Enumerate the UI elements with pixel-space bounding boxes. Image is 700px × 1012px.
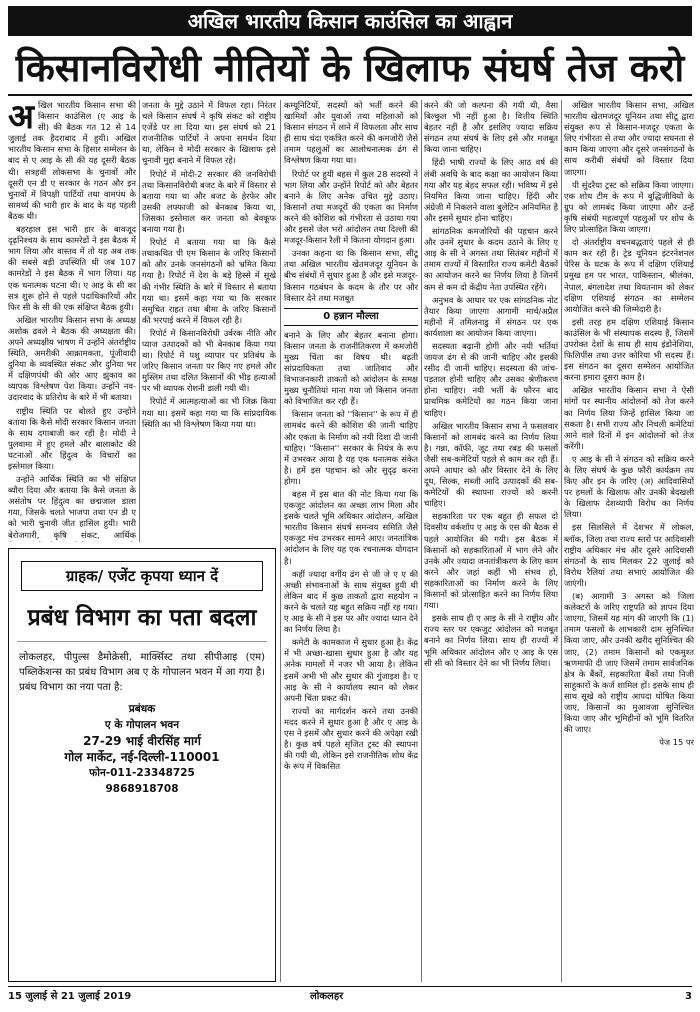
- dropcap: अ: [8, 100, 34, 137]
- paragraph: रिपोर्ट पर हुयी बहस में कुल 28 सदस्यों ने भाग लिया और उन्होंने रिपोर्ट को और बेहतर बनाने के लिए अनेक उचित मुद्दे उठाए। किसानों तथा मजदूरों की एकता का निर्माण करने की कोशिश को गंभीरता से उठाया गया और इससे जेल भरो आंदोलन तथा दिल्ली की मजदूर-किसान रैली में कितना योगदान हुआ।: [284, 168, 418, 246]
- footer-page-number: 3: [685, 991, 692, 1002]
- article-column-3: [284, 100, 418, 982]
- paragraph: दो अंतर्राष्ट्रीय वचनबद्धताएं पहले से ही काम कर रही हैं। ट्रेड यूनियन इंटरनेशनल पेरिस के घटक के रूप में दक्षिण एशियाई प्रमुख हम पर भारत, पाकिस्तान, श्रीलंका, नेपाल, बंगलादेश तथा वियतनाम को लेकर दक्षिण एशियाई संगठन का सम्मेलन आयोजित करने की जिम्मेदारी है।: [564, 237, 694, 314]
- address-label: प्रबंधक: [128, 703, 156, 715]
- article-column-4: [424, 100, 558, 982]
- headline: किसानविरोधी नीतियों के खिलाफ संघर्ष तेज करो: [8, 40, 692, 96]
- paragraph: राज्यों का मार्गदर्शन करने तथा उनकी मदद करने में सुधार हुआ है और ए आइ के एस ने इसमें और सुधार करने की अपेक्षा रखी है। कुछ वर्ष पहले सृजित ट्रस्ट की स्थापना की गयी थी, लेकिन इसे राजनीतिक शोध केंद्र के रूप में विकसित: [284, 705, 418, 772]
- paragraph: पी सुंदरैया ट्रस्ट को सक्रिय किया जाएगा। एक शोध टीम के रूप में बुद्धिजीवियों के ग्रुप को लामबंद किया जाएगा और उन्हें कृषि संबंधी महत्वपूर्ण पहलुओं पर शोध के लिए प्रोत्साहित किया जाएगा।: [564, 179, 694, 235]
- article-column-1: [8, 100, 136, 542]
- article-column-2: [142, 100, 276, 542]
- column-divider: [421, 100, 422, 982]
- paragraph: सांगठनिक कमजोरियों की पहचान करने और उनमें सुधार के कदम उठाने के लिए ए आइ के सी ने अगस्त तथा सितंबर महीनों में तमाम राज्यों में विस्तारित राज्य कमेटी बैठकों का आयोजन करने का निर्णय लिया है जिनमें कम से कम दो केंद्रीय नेता उपस्थित रहेंगे।: [424, 226, 558, 292]
- notice-box: [8, 548, 276, 982]
- author-byline: 0 हन्नान मौल्ला: [284, 308, 418, 326]
- paragraph: रिपोर्ट में बताया गया था कि कैसे तथाकथित पी एम किसान के जरिए किसानों को और उनके जनसंगठनों को भ्रमित किया गया है। रिपोर्ट में देश के बड़े हिस्से में सूखे की गंभीर स्थिति के बारे में विस्तार से बताया गया था। इसमें कहा गया था कि सरकार समुचित राहत तथा बीमा के जरिए किसानों की भरपाई करने में विफल रही है।: [142, 237, 276, 325]
- footer-paper-name: लोकलहर: [310, 991, 344, 1002]
- paragraph: अखिल भारतीय किसान सभा ने फसलवार किसानों को लामबंद करने का निर्णय लिया है। गन्ना, कॉफी, जूट तथा रबड़ की फसलों जैसी सब-कमेटियों पहले से काम कर रही हैं। अपने आधार को और विस्तार देने के लिए दूध, सिल्क, सब्जी आदि उत्पादकों की सब-कमेटियों की स्थापना राज्यों को करनी चाहिए।: [424, 420, 558, 509]
- column-divider: [139, 100, 140, 542]
- paragraph: बहस में इस बात की नोट किया गया कि एकजुट आंदोलन का अच्छा लाभ मिला और इसके चलते भूमि अधिकार आंदोलन, अखिल भारतीय किसान संघर्ष समन्वय समिति जैसे एकजुट मंच उभरकर सामने आए। जनतांत्रिक आंदोलन के लिए यह एक रचनात्मक योगदान है।: [284, 489, 418, 566]
- continued-on-page: पेज 15 पर: [659, 737, 694, 748]
- paragraph: सदस्यता बढ़ानी होगी और नयी भर्तियां जायज ढंग से की जानी चाहिए और इसकी रसीद दी जानी चाहिए। सदस्यता की जांच-पड़ताल होनी चाहिए और उसका श्रेणीकरण होना चाहिए। नयी भर्ती के फौरन बाद प्राथमिक कमेटियों का गठन किया जाना चाहिए।: [424, 340, 558, 418]
- paragraph: कहीं ज्यादा वर्गीय ढंग से जी जे ए ए की अच्छी संभावनाओं के साथ संयुक्त हुयी थी लेकिन बाद में कुछ ताकतों द्वारा सहयोग न करने के चलते यह बहुत सक्रिय नहीं रह गया। ए आइ के सी ने इस पर और ज्यादा ध्यान देने का निर्णय लिया है।: [284, 568, 418, 635]
- address-line-3: गोल मार्केट, नई-दिल्ली-110001: [64, 750, 220, 764]
- paragraph: कम्यूनिटियों, सदस्यों को भर्ती करने की खामियों और युवाओं तथा महिलाओं को किसान संगठन में लाने में विफलता और साथ ही साथ चंदा एकत्रित करने की कमजोरी जैसे तमाम पहलुओं का आलोचनात्मक ढंग से विश्लेषण किया गया था।: [284, 100, 418, 166]
- paragraph: जनता के मुद्दे उठाने में विफल रहा। निरंतर चले किसान संघर्ष ने कृषि संकट को राष्ट्रीय एजेंडे पर ला दिया था। इस संघर्ष को 21 राजनीतिक पार्टियों ने अपना समर्थन दिया था, लेकिन वे मोदी सरकार के खिलाफ इसे चुनावी मुद्दा बनाने में विफल रहे।: [142, 100, 276, 166]
- column-divider: [280, 100, 281, 982]
- footer-date: 15 जुलाई से 21 जुलाई 2019: [8, 991, 132, 1002]
- paragraph: इसके साथ ही ए आइ के सी ने राष्ट्रीय और राज्य स्तर पर एकजुट आंदोलन को मजबूत बनाने का निर्णय लिया। साथ ही राज्यों में भूमि अधिकार आंदोलन और ए आइ के एस सी सी को विस्तार देने का भी निर्णय लिया।: [424, 613, 558, 668]
- lead-paragraph: [8, 100, 136, 222]
- paragraph: अखिल भारतीय किसान सभा ने ऐसी मांगों पर स्थानीय आंदोलनों को तेज करने का निर्णय लिया जिन्हें हासिल किया जा सकता है। सभी राज्य और निचली कमेटियां आने वाले दिनों में इन आंदोलनों को तेज करेंगी।: [564, 385, 694, 451]
- notice-address: [17, 701, 267, 797]
- paragraph: इस सिलसिले में देशभर में लोकल, ब्लॉक, जिला तथा राज्य स्तरों पर आदिवासी राष्ट्रीय अधिकार मंच और दूसरे आदिवासी संगठनों के साथ मिलकर 22 जुलाई को विरोध रैलियां तथा सभाएं आयोजित की जाएंगी।: [564, 522, 694, 588]
- address-mobile: 9868918708: [105, 783, 179, 795]
- paragraph: बनाने के लिए और बेहतर बनाना होगा। किसान जनता के राजनीतिकरण में कमजोरी मुख्य चिंता का विषय थी। बढ़ती सांप्रदायिकता तथा जातिवाद और विभाजनकारी ताकतों को आंदोलन के समक्ष मुख्य चुनौतियां माना गया जो किसान जनता को विभाजित कर रही हैं।: [284, 329, 418, 407]
- notice-body: लोकलहर, पीपुल्स डैमोक्रेसी, मार्क्सिस्ट तथा सीपीआइ (एम) पब्लिकेशन्स का प्रबंध विभाग अब ए के गोपालन भवन में आ गया है। प्रबंध विभाग का नया पता है:: [19, 652, 265, 693]
- notice-title: प्रबंध विभाग का पता बदला: [17, 601, 267, 642]
- paragraph: बहरहाल इस भारी हार के बावजूद दृढ़निश्चय के साथ कामरेडों ने इस बैठक में भाग लिया और वास्तव में तो यह अब तक की सबसे बड़ी उपस्थिति थी जब 107 कामरेडों ने इस बैठक में भाग लिया। यह एक धनात्मक घटना थी। ए आइ के सी का सत्र शुरू होने से पहले पदाधिकारियों और फिर सी के सी की एक संक्षिप्त बैठक हुयी।: [8, 224, 136, 312]
- paragraph: अखिल भारतीय किसान सभा, अखिल भारतीय खेतमजदूर यूनियन तथा सीटू द्वारा संयुक्त रूप से किसान-मजदूर एकता के लिए गंभीरता से तथा और ज्यादा सघनता से काम किया जाएगा और दूसरे जनसंगठनों के साथ करीबी संबंधों को विस्तार दिया जाएगा।: [564, 100, 694, 177]
- paragraph: ए आइ के सी ने संगठन को सक्रिय करने के लिए संघर्ष के कुछ फौरी कार्यक्रम तय किए और इन के जरिए (अ) आदिवासियों पर हमलों के खिलाफ और उनकी बेदखली के खिलाफ देशव्यापी विरोध का निर्णय लिया।: [564, 453, 694, 520]
- address-line-2: 27-29 भाई वीरसिंह मार्ग: [83, 734, 201, 748]
- paragraph: अखिल भारतीय किसान सभा के अध्यक्ष अशोक ढवले ने बैठक की अध्यक्षता की। अपने अध्यक्षीय भाषण में उन्होंने अंतर्राष्ट्रीय स्थिति, अमरीकी आक्रामकता, पूंजीवादी दुनिया के व्यवस्थित संकट और दुनिया भर में दक्षिणपंथी की ओर आए झुकाव का व्यापक विश्लेषण पेश किया। उन्होंने नव-उदारवाद के प्रतिरोध के बारे में भी बताया।: [8, 314, 136, 403]
- paragraph: इसी तरह हम दक्षिण एशियाई किसान काउंसिल के भी संस्थापक सदस्य हैं, जिसमें उपरोक्त देशों के साथ ही साथ इंडोनेशिया, फिलिपींस तथा उत्तर कोरिया भी सदस्य हैं। इस संगठन का दूसरा सम्मेलन आयोजित करना हमारा दूसरा काम है।: [564, 316, 694, 383]
- footer-rule: [8, 986, 692, 987]
- notice-banner: ग्राहक/ एजेंट कृपया ध्यान दें: [21, 561, 263, 591]
- paragraph: रिपोर्ट में मोदी-2 सरकार की जनविरोधी तथा किसानविरोधी बजट के बारे में विस्तार से बताया गया था और बजट के हेरफेर और उसकी लफ्फाजी को बेनकाब किया था, जिसका इस्तेमाल कर जनता को बेवकूफ बनाया गया है।: [142, 168, 276, 235]
- address-phone: फोन-011-23348725: [89, 767, 195, 779]
- paragraph: कमेटी के कामकाज में सुधार हुआ है। केंद्र में भी अच्छा-खासा सुधार हुआ है और यह अनेक मामलों में नजर भी आया है। लेकिन इसमें अभी भी और सुधार की गुंजाइश है। ए आइ के सी ने कार्यालय स्थान को लेकर अपनी चिंता प्रकट की।: [284, 637, 418, 703]
- paragraph: करने की जो कल्पना की गयी थी, वैसा बिल्कुल भी नहीं हुआ है। वित्तीय स्थिति बेहतर नहीं है और इसलिए ज्यादा सक्रिय संगठन तथा संघर्ष के लिए इसे और मजबूत किया जाना चाहिए।: [424, 100, 558, 155]
- paragraph: सहकारिता पर एक बहुत ही सफल दो दिवसीय वर्कशॉप ए आइ के एस की बैठक से पहले आयोजित की गयी। इस बैठक में किसानों को सहकारिताओं में भाग लेने और उनके और ज्यादा जनतांत्रीकरण के लिए काम करने और जहां कहीं भी संभव हो, सहकारिताओं का निर्माण करने के लिए किसानों को प्रोत्साहित करने का निर्णय लिया गया।: [424, 511, 558, 611]
- paragraph: रिपोर्ट में किसानविरोधी उर्वरक नीति और प्याज उत्पादकों को भी बेनकाब किया गया था। रिपोर्ट में पशु व्यापार पर प्रतिबंध के जरिए किसान जनता पर किए गए हमले और मुस्लिम तथा दलित किसानों की भीड़ हत्याओं पर भी व्यापक रोशनी डाली गयी थी।: [142, 327, 276, 394]
- paragraph: (ब) आगामी 3 अगस्त को जिला कलेक्टरों के जरिए राष्ट्रपति को ज्ञापन दिया जाएगा, जिसमें यह मांग की जाएगी कि (1) तमाम फसलों के लाभकारी दाम सुनिश्चित किया जाए, और उनकी खरीद सुनिश्चित की जाए, (2) तमाम किसानों को एकमुश्त ऋणमाफी दी जाए जिसमें तमाम सार्वजनिक क्षेत्र के बैंकों, सहकारिता बैंकों तथा निजी साहूकारों के कर्ज शामिल हों। इसके साथ ही साथ सूखे को राष्ट्रीय आपदा घोषित किया जाए, किसानों का मुआवजा सुनिश्चित किया जाए और भूमिहीनों को भूमि वितरित की जाए।: [564, 591, 694, 735]
- address-line-1: ए के गोपालन भवन: [104, 719, 180, 731]
- paragraph-text: खिल भारतीय किसान सभा की किसान काउंसिल (ए आइ के सी) की बैठक गत 12 से 14 जुलाई तक हैदराबाद में हुयी। अखिल भारतीय किसान सभा के हिसार सम्मेलन के बाद से ए आइ के सी की यह दूसरी बैठक थी। सत्रहवीं लोकसभा के चुनावों और दूसरी एन डी ए सरकार के गठन और इन चुनावों में विपक्षी पार्टियों तथा वामपंथ के सामर्थ्य की भारी हार के बाद के यह पहली बैठक थी।: [8, 100, 136, 221]
- kicker-banner: अखिल भारतीय किसान काउंसिल का आह्वान: [8, 6, 692, 36]
- paragraph: हिंदी भाषी राज्यों के लिए आठ वर्ष की लंबी अवधि के बाद कक्षा का आयोजन किया गया और यह बेहद सफल रही। भविष्य में इसे नियमित किया जाना चाहिए। हिंदी और अंग्रेजी में निकलने वाला बुलेटिन अनियमित है और इसमें सुधार होना चाहिए।: [424, 157, 558, 223]
- paragraph: राष्ट्रीय स्थिति पर बोलते हुए उन्होंने बताया कि कैसे मोदी सरकार किसान जनता के साथ दगाबाजी कर रही है। मोदी ने पुलवामा में हुए हमले और बालाकोट की घटनाओं और हिंदुत्व के विचारों का इस्तेमाल किया।: [8, 405, 136, 471]
- paragraph: उनका कहना था कि किसान सभा, सीटू तथा अखिल भारतीय खेतमजदूर यूनियन के बीच संबंधों में सुधार हुआ है और इसे मजदूर-किसान गठबंधन के कदम के तौर पर और विस्तार देने तथा मजबूत: [284, 248, 418, 303]
- column-divider: [561, 100, 562, 982]
- paragraph: उन्होंने आर्थिक स्थिति का भी संक्षिप्त ब्यौरा दिया और बताया कि कैसे जनता के असंतोष पर हिंदुत्व का छद्मजाल डाला गया, जिसके चलते भाजपा तथा एन डी ए को भारी चुनावी जीत हासिल हुयी। भारी बेरोजगारी, कृषि संकट, आर्थिक: [8, 474, 136, 540]
- paragraph: अनुभव के आधार पर एक सांगठनिक नोट तैयार किया जाएगा आगामी मार्च/अप्रैल महीनों में तमिलनाडु में संगठन पर एक कार्यशाला का आयोजन किया जाएगा।: [424, 294, 558, 338]
- paragraph: किसान जनता को ''किसान'' के रूप में ही लामबंद करने की कोशिश की जानी चाहिए और एकता के निर्माण को नयी दिशा दी जानी चाहिए। ''किसान'' सरकार के नियंत्र के रूप में उभरकर आया है यह एक धनात्मक संकेत है। हमें इस पहचान को और सुदृढ़ करना होगा।: [284, 409, 418, 486]
- article-column-5: [564, 100, 694, 982]
- paragraph: रिपोर्ट में आत्महत्याओं का भी जिक्र किया गया था। इसमें कहा गया था कि सांप्रदायिक स्थिति का भी विश्लेषण किया गया था।: [142, 396, 276, 429]
